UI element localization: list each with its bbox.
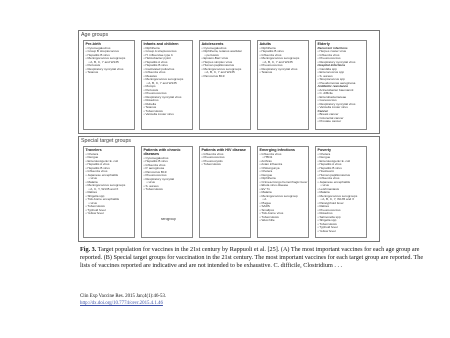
vaccine-item: • Influenza virus [259, 151, 282, 156]
vaccine-item: • Enterobacteriaceae [317, 94, 347, 99]
vaccine-item: • Anthrax [259, 158, 272, 163]
vaccine-item: • Cytomegalovirus [201, 45, 227, 50]
vaccine-item: • Influenza virus [143, 162, 166, 167]
vaccine-item: • Influenza virus [317, 176, 340, 181]
subgroup-heading: Antibiotic resistance [317, 84, 348, 89]
vaccine-item: • Ebola virus disease [259, 183, 289, 188]
vaccine-item: • Meningococcus serogroups [201, 66, 242, 71]
vaccine-item: • Pseudomonas aeruginosa [317, 80, 356, 85]
vaccine-item: • C. difficile [317, 91, 333, 96]
vaccine-item: • Yellow fever [317, 228, 336, 233]
vaccine-item: • Meningococcus serogroups [317, 193, 358, 198]
vaccine-item: • Group B streptococcus [85, 49, 119, 54]
group-heading: Travelers [85, 148, 102, 153]
vaccine-list [258, 47, 308, 75]
vaccine-item: • Tuberculosis [317, 221, 337, 226]
vaccine-item: • Varicella zoster virus [317, 105, 348, 110]
vaccine-item: • Cytomegalovirus [143, 155, 169, 160]
vaccine-item: • S. aureus [317, 73, 333, 78]
vaccine-item: • Cholera [259, 169, 273, 174]
vaccine-item: • EV 71 [259, 186, 270, 191]
caption-label: Fig. 3. [80, 246, 97, 253]
group-heading: Emerging infections [259, 148, 295, 153]
vaccine-list [84, 47, 134, 75]
vaccine-item: • Colorectal cancer [317, 115, 344, 120]
group-heading: Poverty [317, 148, 332, 153]
vaccine-item: • A, B, C, Y and W135 [88, 59, 119, 64]
vaccine-item: • Tetanus [259, 70, 273, 75]
vaccine-item: • Tuberculosis [201, 162, 221, 167]
vaccine-item: • Rotavirus [143, 98, 159, 103]
vaccine-item: • virus [88, 176, 97, 181]
vaccine-item: • Smallpox [259, 207, 275, 212]
vaccine-item: • Pneumocystis [201, 158, 223, 163]
group-heading: Adolescents [201, 42, 224, 47]
vaccine-list [316, 47, 366, 124]
vaccine-item: • Rabies [85, 190, 98, 195]
vaccine-item: • Malaria [259, 190, 272, 195]
vaccine-item: • virus [88, 200, 97, 205]
vaccine-item: • Hepatitis B virus [143, 63, 168, 68]
group-heading: Infants and children [143, 42, 179, 47]
vaccine-item: • Tuberculosis [143, 187, 163, 192]
age-groups-title: Age groups [81, 32, 109, 38]
vaccine-item: • Parvovirus B19 [143, 169, 167, 174]
vaccine-item: • Human papillomavirus [201, 63, 235, 68]
vaccine-item: • Hepatitis B virus [85, 165, 110, 170]
vaccine-item: • A, B, C, Y and W135 [262, 59, 293, 64]
vaccine-list [84, 153, 134, 216]
vaccine-item: • P. aeruginosa [143, 166, 165, 171]
doi-link[interactable]: http://dx.doi.org/10.7774/cevr.2015.4.1.46 [80, 300, 163, 306]
vaccine-item: • Avian influenza [259, 162, 283, 167]
vaccine-item: • Pertussis [85, 63, 101, 68]
vaccine-item: • SARS [259, 204, 270, 209]
group-column [315, 40, 367, 130]
vaccine-item: • Breast cancer [317, 112, 339, 117]
figure-caption [80, 246, 425, 270]
figure-3 [78, 30, 378, 240]
vaccine-item: • Japanese encephalitis [85, 172, 119, 177]
vaccine-item: • Rubella [143, 101, 156, 106]
vaccine-item: • Respiratory syncytial virus [85, 66, 124, 71]
group-column [141, 40, 193, 130]
vaccine-item: • Pneumococcus [201, 155, 225, 160]
serogroup-label: serogroup [161, 217, 176, 221]
vaccine-item: • Malaria [317, 190, 330, 195]
age-groups-columns [83, 40, 375, 130]
group-column [257, 146, 309, 238]
vaccine-item: • Rabies [317, 204, 330, 209]
vaccine-item: • virus [320, 183, 329, 188]
vaccine-item: • Herpes zoster virus [317, 49, 347, 54]
group-column [257, 40, 309, 130]
vaccine-item: • Enterococcus spp [317, 70, 345, 75]
citation [80, 294, 166, 307]
vaccine-item: • Diphtheria [259, 45, 276, 50]
vaccine-list [200, 153, 250, 167]
vaccine-item: • Typhoid fever [85, 207, 106, 212]
vaccine-item: • Parvovirus B19 [201, 73, 225, 78]
vaccine-list [316, 153, 366, 234]
vaccine-item: • Meningococcus serogroups [259, 56, 300, 61]
vaccine-list [200, 47, 250, 79]
vaccine-item: • Influenza virus [317, 52, 340, 57]
special-groups-columns [83, 146, 375, 238]
vaccine-item: • Shigella spp [85, 193, 105, 198]
vaccine-item: • A, B, C, Y and W135 [204, 70, 235, 75]
vaccine-item: • Chikungunya [259, 165, 280, 170]
vaccine-item: • Paratyphoid fever [317, 200, 344, 205]
vaccine-list [258, 153, 308, 223]
vaccine-item: • Respiratory syncytial virus [317, 59, 356, 64]
vaccine-item: • Tick-borne virus [259, 211, 284, 216]
vaccine-item: • Salmonella spp [317, 214, 341, 219]
vaccine-item: • Diphtheria [259, 176, 276, 181]
vaccine-list [142, 47, 192, 117]
subgroup-heading: Recurrent infections [317, 45, 348, 50]
vaccine-item: • Respiratory syncytial virus [143, 94, 182, 99]
vaccine-item: • Influenza virus [143, 70, 166, 75]
vaccine-item: • H5N1 [262, 155, 273, 160]
vaccine-item: • West Nile [259, 218, 275, 223]
vaccine-item: • Dengue [317, 155, 331, 160]
vaccine-item: • Gonococcus [317, 98, 337, 103]
vaccine-item: • Candida spp [317, 66, 337, 71]
vaccine-item: • A, B, C, Y, W135 and X [320, 197, 355, 202]
vaccine-item: • Helicobacter pylori [143, 56, 171, 61]
subgroup-heading: Cancer [317, 108, 328, 113]
journal-reference: Clin Exp Vaccine Res. 2015 Jan;4(1):46-53. [80, 294, 167, 299]
vaccine-item: • Respiratory syncytial virus [259, 66, 298, 71]
vaccine-item: • Meningococcus serogroups [85, 183, 126, 188]
vaccine-item: • Influenza virus [259, 52, 282, 57]
subgroup-heading: Hospital infections [317, 63, 346, 68]
vaccine-item: • Dengue [259, 172, 273, 177]
group-column [83, 40, 135, 130]
vaccine-item: • Rotavirus [317, 211, 333, 216]
vaccine-item: • Tuberculosis [259, 214, 279, 219]
vaccine-item: • Respiratory syncytial virus [317, 101, 356, 106]
vaccine-item: • Pertussis [143, 87, 159, 92]
vaccine-item: • Hepatitis A virus [317, 162, 342, 167]
vaccine-item: • Varicella zoster virus [143, 112, 174, 117]
group-heading: Pre-birth [85, 42, 101, 47]
vaccine-item: • Shigella spp [317, 218, 337, 223]
vaccine-item: • Pneumococcus [143, 91, 167, 96]
vaccine-item: • Pneumococcus [259, 63, 283, 68]
vaccine-item: • Epstein-Barr virus [201, 56, 229, 61]
vaccine-item: • Herpes simplex virus [201, 59, 233, 64]
vaccine-item: • Hepatitis B virus [85, 52, 110, 57]
vaccine-item: • Pneumococcus [317, 56, 341, 61]
vaccine-item: • Acinetobacter baumannii [317, 87, 354, 92]
vaccine-item: • A, C, Y, W135 and X [88, 186, 119, 191]
vaccine-item: • A [262, 197, 267, 202]
vaccine-item: • Cholera [317, 151, 331, 156]
vaccine-item: • Dengue [85, 155, 99, 160]
vaccine-item: • Plague [259, 200, 272, 205]
vaccine-item: • Enterotoxigenic E. coli [317, 158, 351, 163]
vaccine-item: • S. aureus [143, 183, 159, 188]
age-groups-panel [78, 30, 380, 134]
vaccine-item: • Diphtheria [143, 45, 160, 50]
vaccine-item: • Hepatitis B virus [143, 159, 168, 164]
vaccine-item: • Hepatitis B virus [259, 49, 284, 54]
vaccine-item: • Cytomegalovirus [85, 45, 111, 50]
vaccine-item: • Respiratory syncytial [143, 176, 174, 181]
special-target-groups-panel [78, 136, 380, 242]
vaccine-item: • Tetanus [85, 70, 99, 75]
vaccine-item: • Diphtheria, tetanus acellular [201, 49, 242, 54]
vaccine-item: • Mumps [143, 84, 156, 89]
vaccine-item: • pertussis [204, 52, 219, 57]
vaccine-item: • Japanese encephalitis [317, 179, 351, 184]
vaccine-item: • Pneumococcus [317, 207, 341, 212]
vaccine-item: • Meningococcus serogroups [143, 77, 184, 82]
vaccine-item: • Hookworm [317, 169, 335, 174]
vaccine-item: • Meningococcus serogroups [85, 56, 126, 61]
vaccine-item: • Hepatitis A virus [85, 162, 110, 167]
vaccine-item: • virus [146, 180, 155, 185]
group-heading: Patients with chronic diseases [143, 148, 181, 157]
vaccine-item: • Enterotoxigenic E. coli [85, 158, 119, 163]
vaccine-item: • Streptococcus spp [317, 77, 345, 82]
vaccine-item: • Malaria [85, 179, 98, 184]
group-column [199, 146, 251, 238]
vaccine-item: • H. influenzae type b [143, 52, 173, 57]
group-heading: Patients with HIV disease [201, 148, 246, 153]
vaccine-item: • Tick-borne encephalitis [85, 197, 120, 202]
vaccine-item: • Meningococcus serogroup [259, 193, 298, 198]
group-heading: Adults [259, 42, 271, 47]
vaccine-item: • Measles [143, 73, 157, 78]
group-column [141, 146, 193, 238]
special-groups-title: Special target groups [81, 138, 132, 144]
vaccine-item: • Pneumococcus [143, 173, 167, 178]
group-column [199, 40, 251, 130]
vaccine-item: • Leishmaniasis [317, 186, 340, 191]
vaccine-item: • Influenza virus [201, 151, 224, 156]
vaccine-item: • Human papillomavirus [317, 172, 351, 177]
vaccine-item: • Prostate cancer [317, 119, 342, 124]
vaccine-item: • Tetanus [143, 105, 157, 110]
vaccine-item: • Typhoid fever [317, 225, 338, 230]
vaccine-item: • Influenza virus [85, 169, 108, 174]
vaccine-item: • Tuberculosis [143, 108, 163, 113]
vaccine-item: • Cholera [85, 151, 99, 156]
caption-text: Target population for vaccines in the 21st century by Rappuoli et al. [25]. (A) The most important vaccines for each age group are reported. (B) Special target groups for vaccination in the 21st century. The most important vaccines for each target group are reported. The lists of vaccines reported are indicative and are not intended to be exhaustive. C. difficile, Clostridium . . . [80, 246, 424, 270]
vaccine-list [142, 157, 192, 192]
vaccine-item: • Hepatitis A virus [143, 59, 168, 64]
vaccine-item: • Inactivated poliovirus [143, 66, 175, 71]
group-heading: Elderly [317, 42, 330, 47]
group-column [83, 146, 135, 238]
group-column [315, 146, 367, 238]
vaccine-item: • Crimea-Congo hemorrhagic fever [259, 179, 308, 184]
vaccine-item: • Yellow fever [85, 211, 104, 216]
vaccine-item: • Tuberculosis [85, 204, 105, 209]
vaccine-item: • Hepatitis B virus [317, 165, 342, 170]
vaccine-item: • Group A streptococcus [143, 49, 177, 54]
vaccine-item: • A, B, C, Y and W135 [146, 80, 177, 85]
